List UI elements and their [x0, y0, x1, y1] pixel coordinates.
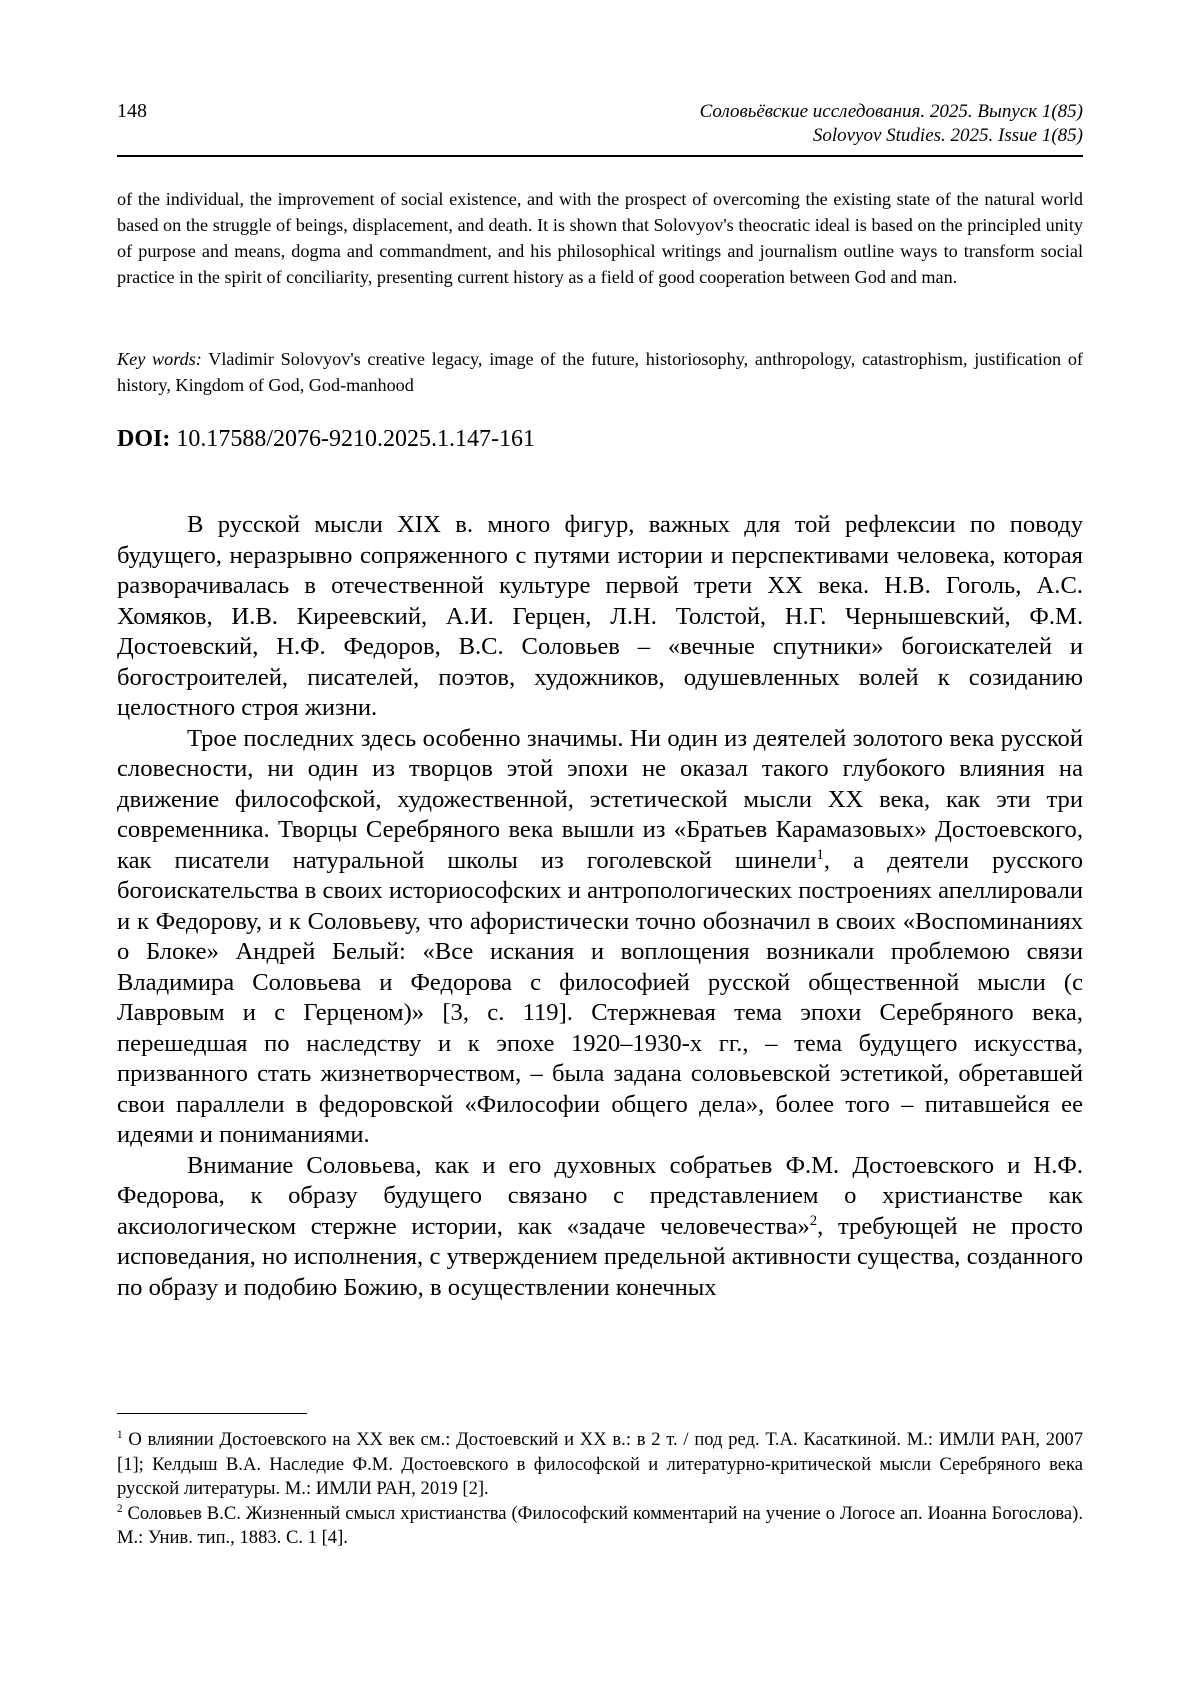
footnote-2-number: 2 [117, 1502, 123, 1515]
journal-title-ru: Соловьёвские исследования. 2025. Выпуск 1(85) [699, 101, 1083, 122]
footnote-rule [117, 1413, 307, 1414]
paragraph-2 [117, 724, 1083, 1151]
paragraph-3-part-a: Внимание Соловьева, как и его духовных собратьев Ф.М. Достоевского и Н.Ф. Федорова, к образу будущего связано с представлением о христианстве как аксиологическом стержне истории, как «задаче человечества» [117, 1151, 1083, 1240]
paragraph-2-part-a: Трое последних здесь особенно значимы. Ни один из деятелей золотого века русской словесности, ни один из творцов этой эпохи не оказал такого глубокого влияния на движение философской, художественной, эстетической мысли XX века, как эти три современника. Творцы Серебряного века вышли из «Братьев Карамазовых» Достоевского, как писатели натуральной школы из гоголевской шинели [117, 724, 1083, 874]
footnote-ref-2[interactable]: 2 [809, 1212, 818, 1229]
doi [117, 424, 535, 454]
keywords-text: Vladimir Solovyov's creative legacy, image of the future, historiosophy, anthropology, catastrophism, justification of history, Kingdom of God, God-manhood [117, 349, 1083, 395]
keywords [117, 346, 1083, 398]
journal-title-en: Solovyov Studies. 2025. Issue 1(85) [812, 125, 1083, 146]
footnote-1 [117, 1428, 1083, 1502]
page-number: 148 [117, 100, 147, 122]
footnote-ref-1[interactable]: 1 [816, 846, 824, 863]
main-text [117, 510, 1083, 1303]
paragraph-1: В русской мысли XIX в. много фигур, важных для той рефлексии по поводу будущего, неразрывно сопряженного с путями истории и перспективами человека, которая разворачивалась в отечественной культуре первой трети XX века. Н.В. Гоголь, А.С. Хомяков, И.В. Киреевский, А.И. Герцен, Л.Н. Толстой, Н.Г. Чернышевский, Ф.М. Достоевский, Н.Ф. Федоров, В.С. Соловьев – «вечные спутники» богоискателей и богостроителей, писателей, поэтов, художников, одушевленных волей к созиданию целостного строя жизни. [117, 511, 1083, 721]
keywords-label: Key words: [117, 349, 202, 369]
footnote-1-number: 1 [117, 1428, 123, 1441]
doi-label: DOI: [117, 426, 171, 452]
header-rule [117, 155, 1083, 157]
abstract-text: of the individual, the improvement of social existence, and with the prospect of overcoming the existing state of the natural world based on the struggle of beings, displacement, and death. It is shown that Solovyov's theocratic ideal is based on the principled unity of purpose and means, dogma and commandment, and his philosophical writings and journalism outline ways to transform social practice in the spirit of conciliarity, presenting current history as a field of good cooperation between God and man. [117, 189, 1083, 287]
doi-value: 10.17588/2076-9210.2025.1.147-161 [176, 426, 535, 452]
paragraph-3-part-b: , требующей не просто исповедания, но исполнения, с утверждением предельной активности существа, созданного по образу и подобию Божию, в осуществлении конечных [117, 1212, 1083, 1301]
footnote-2 [117, 1502, 1083, 1551]
footnote-1-text: О влиянии Достоевского на XX век см.: Достоевский и XX в.: в 2 т. / под ред. Т.А. Касаткиной. М.: ИМЛИ РАН, 2007 [1]; Келдыш В.А. Наследие Ф.М. Достоевского в философской и литературно-критической мысли Серебряного века русской литературы. М.: ИМЛИ РАН, 2019 [2]. [117, 1429, 1083, 1499]
footnote-2-text: Соловьев В.С. Жизненный смысл христианства (Философский комментарий на учение о Логосе ап. Иоанна Богослова). М.: Унив. тип., 1883. С. 1 [4]. [117, 1502, 1083, 1548]
paragraph-3 [117, 1151, 1083, 1304]
paragraph-2-part-b: , а деятели русского богоискательства в своих историософских и антропологических построениях апеллировали и к Федорову, и к Соловьеву, что афористически точно обозначил в своих «Воспоминаниях о Блоке» Андрей Белый: «Все искания и воплощения возникали проблемою связи Владимира Соловьева и Федорова с философией русской общественной мысли (с Лавровым и с Герценом)» [3, с. 119]. Стержневая тема эпохи Серебряного века, перешедшая по наследству и к эпохе 1920–1930-х гг., – тема будущего искусства, призванного стать жизнетворчеством, – была задана соловьевской эстетикой, обретавшей свои параллели в федоровской «Философии общего дела», более того – питавшейся ее идеями и пониманиями. [117, 846, 1083, 1148]
footnotes [117, 1428, 1083, 1551]
journal-title [700, 100, 1083, 148]
